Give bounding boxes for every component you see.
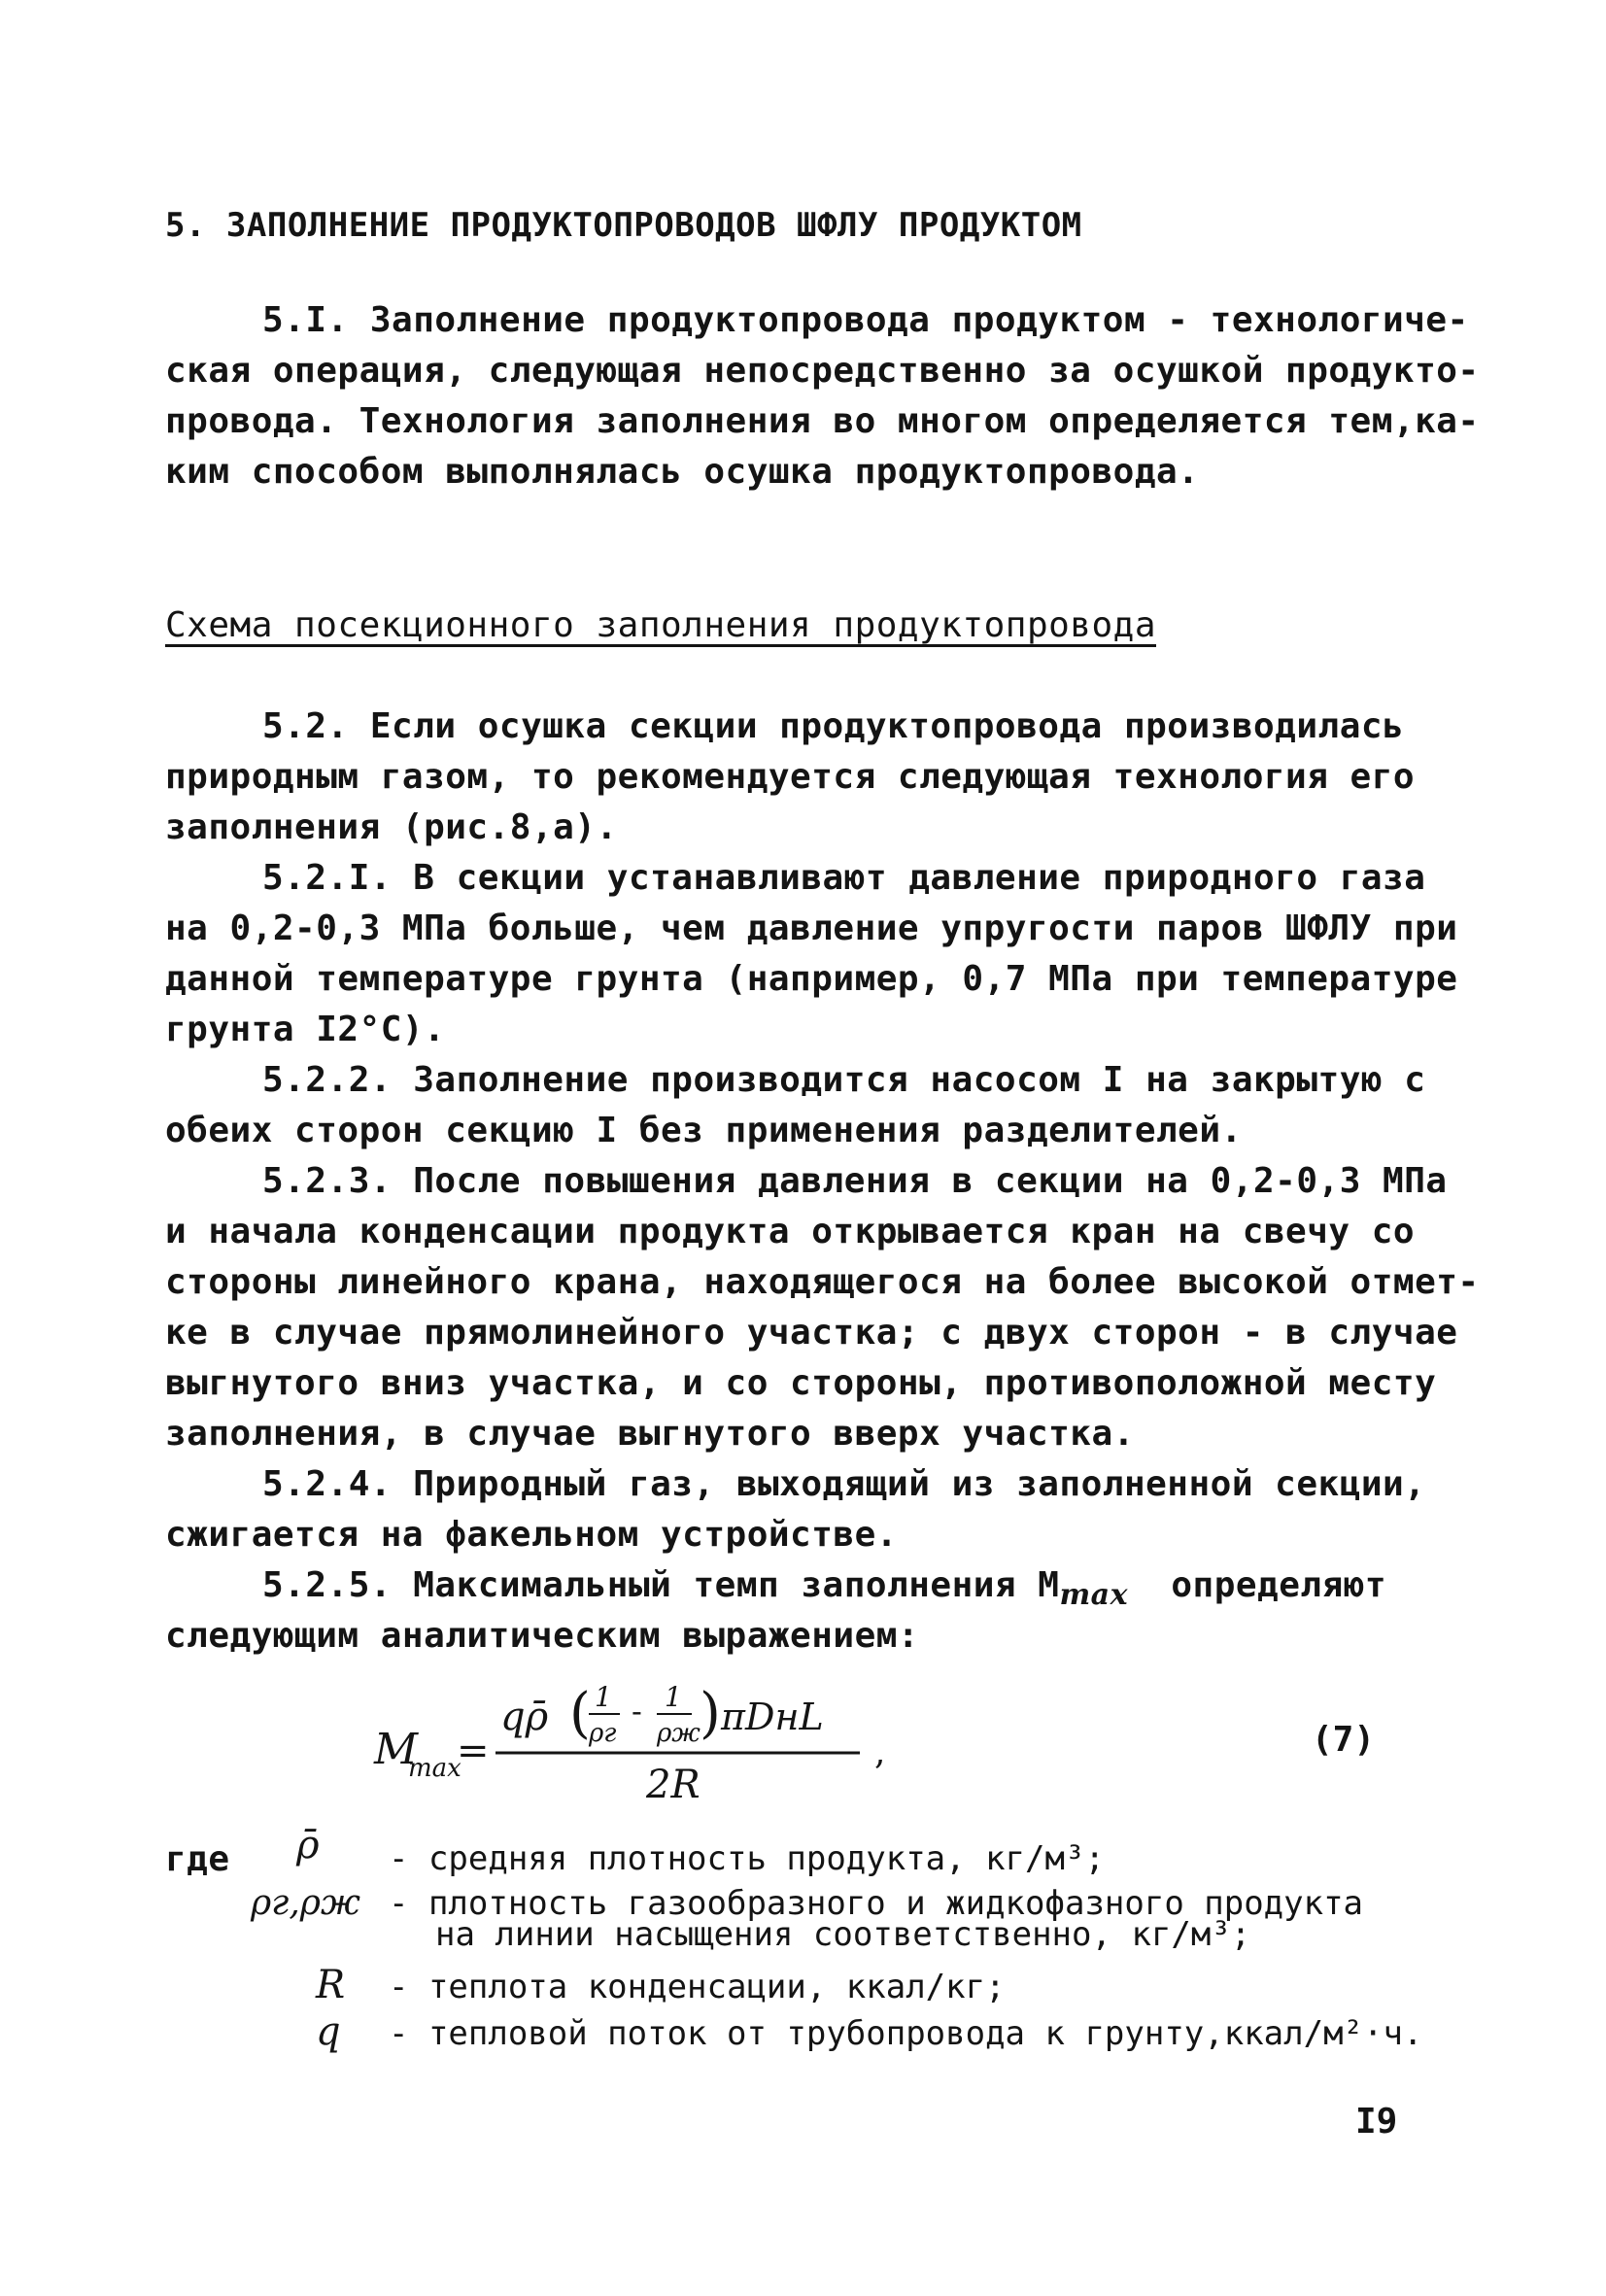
paragraph-5-2-3-line-5: выгнутого вниз участка, и со стороны, противоположной месту <box>165 1363 1437 1403</box>
paragraph-5-2-1-line-4: грунта I2°C). <box>165 1010 446 1049</box>
subheading: Схема посекционного заполнения продуктопровода <box>165 605 1156 645</box>
paragraph-5-2-5-text: 5.2.5. Максимальный темп заполнения M <box>262 1565 1060 1605</box>
paragraph-5-2-5-tail: определяют <box>1128 1565 1387 1605</box>
formula-num-q-rho: qρ̄ <box>500 1695 549 1739</box>
formula-num-tail: πDнL <box>721 1696 824 1738</box>
page-number: I9 <box>1355 2102 1398 2142</box>
formula-paren-open: ( <box>569 1682 591 1745</box>
where-text-rho-g-zh-1: - плотность газообразного и жидкофазного продукта <box>389 1884 1364 1923</box>
where-text-r: - теплота конденсации, ккал/кг; <box>389 1968 1006 2006</box>
paragraph-5-1-line-3: провода. Технология заполнения во многом определяется тем,ка- <box>165 401 1480 441</box>
paragraph-5-2-3-line-3: стороны линейного крана, находящегося на более высокой отмет- <box>165 1262 1480 1302</box>
formula-rho-zh: ρж <box>657 1719 700 1748</box>
where-symbol-q: q <box>316 2009 341 2054</box>
where-label: где <box>165 1839 230 1879</box>
paragraph-5-2-3-line-4: ке в случае прямолинейного участка; с двух сторон - в случае <box>165 1313 1458 1353</box>
formula-comma: , <box>874 1732 886 1772</box>
where-symbol-rho-mean: ρ̄ <box>296 1823 320 1868</box>
paragraph-5-1-line-1: 5.I. Заполнение продуктопровода продуктом - технологиче- <box>262 300 1469 340</box>
paragraph-5-2-5-line-2: следующим аналитическим выражением: <box>165 1616 920 1656</box>
paragraph-5-2-line-1: 5.2. Если осушка секции продуктопровода производилась <box>262 706 1405 746</box>
formula-paren-close: ) <box>700 1682 721 1745</box>
where-text-rho-g-zh-2: на линии насыщения соответственно, кг/м³; <box>435 1915 1251 1954</box>
paragraph-5-2-1-line-1: 5.2.I. В секции устанавливают давление природного газа <box>262 858 1426 898</box>
section-title: 5. ЗАПОЛНЕНИЕ ПРОДУКТОПРОВОДОВ ШФЛУ ПРОДУКТОМ <box>165 206 1082 245</box>
paragraph-5-2-line-3: заполнения (рис.8,а). <box>165 807 618 847</box>
paragraph-5-2-1-line-2: на 0,2-0,3 МПа больше, чем давление упругости паров ШФЛУ при <box>165 908 1458 948</box>
formula-denominator: 2R <box>646 1763 700 1807</box>
paragraph-5-2-line-2: природным газом, то рекомендуется следующая технология его <box>165 757 1416 797</box>
where-symbol-rho-g-zh: ρг,ρж <box>251 1883 360 1923</box>
where-symbol-r: R <box>316 1963 346 2007</box>
paragraph-5-1-line-2: ская операция, следующая непосредственно за осушкой продукто- <box>165 351 1480 391</box>
formula-7 <box>369 1671 952 1807</box>
where-text-q: - тепловой поток от трубопровода к грунту,ккал/м²·ч. <box>389 2014 1423 2053</box>
max-subscript: max <box>1059 1578 1129 1612</box>
paragraph-5-2-4-line-2: сжигается на факельном устройстве. <box>165 1515 898 1555</box>
paragraph-5-2-3-line-6: заполнения, в случае выгнутого вверх участка. <box>165 1414 1135 1454</box>
paragraph-5-2-4-line-1: 5.2.4. Природный газ, выходящий из заполненной секции, <box>262 1464 1426 1504</box>
formula-lhs-subscript: max <box>408 1754 461 1783</box>
formula-equals: = <box>457 1729 490 1773</box>
formula-lhs: M <box>374 1725 419 1774</box>
paragraph-5-2-5-line-1 <box>262 1564 1387 1612</box>
paragraph-5-2-3-line-1: 5.2.3. После повышения давления в секции на 0,2-0,3 МПа <box>262 1161 1448 1201</box>
formula-rho-g: ρг <box>589 1719 617 1748</box>
paragraph-5-2-2-line-1: 5.2.2. Заполнение производится насосом I на закрытую с <box>262 1060 1426 1100</box>
where-text-rho-mean: - средняя плотность продукта, кг/м³; <box>389 1839 1105 1878</box>
paragraph-5-2-3-line-2: и начала конденсации продукта открывается кран на свечу со <box>165 1212 1416 1251</box>
paragraph-5-2-2-line-2: обеих сторон секцию I без применения разделителей. <box>165 1111 1243 1150</box>
formula-minus: - <box>632 1693 642 1730</box>
paragraph-5-2-1-line-3: данной температуре грунта (например, 0,7 МПа при температуре <box>165 959 1458 999</box>
formula-num-one-a: 1 <box>595 1681 612 1713</box>
paragraph-5-1-line-4: ким способом выполнялась осушка продуктопровода. <box>165 452 1200 492</box>
formula-number: (7) <box>1312 1720 1376 1760</box>
formula-num-one-b: 1 <box>665 1681 682 1713</box>
